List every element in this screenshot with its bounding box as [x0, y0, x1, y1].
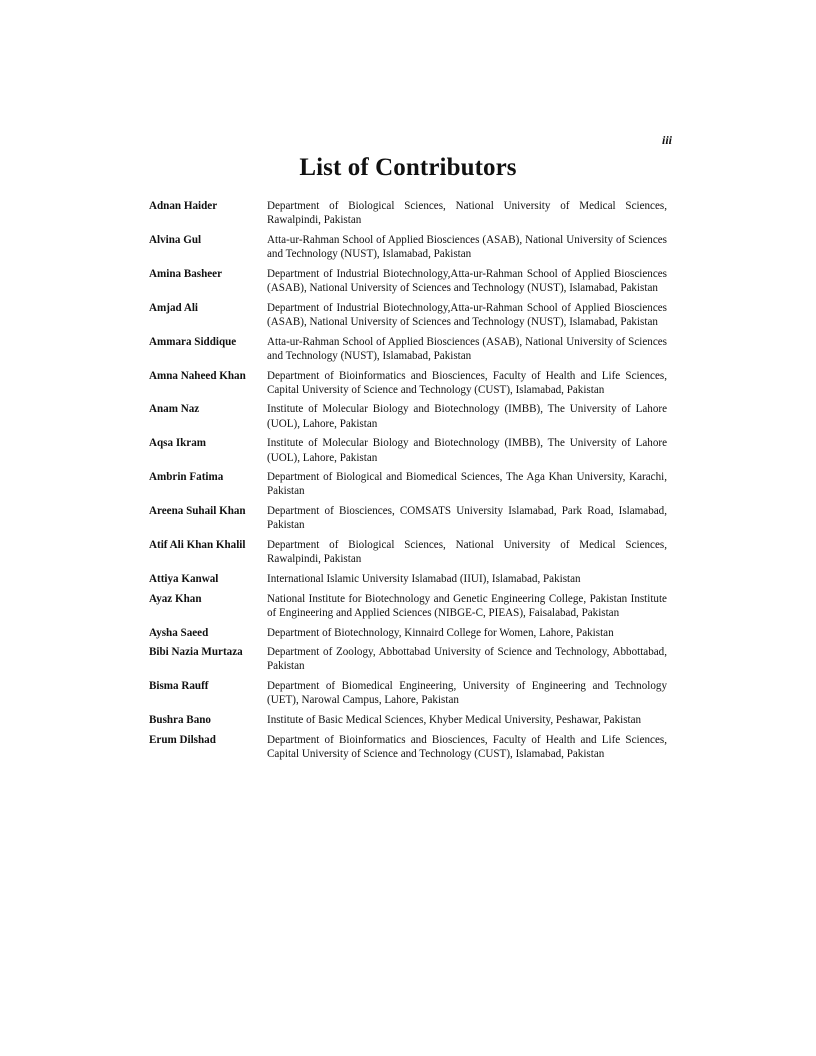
contributor-entry	[149, 626, 667, 640]
contributor-entry	[149, 233, 667, 261]
contributor-affiliation: Institute of Basic Medical Sciences, Khyber Medical University, Peshawar, Pakistan	[267, 714, 642, 727]
page-number: iii	[661, 133, 672, 147]
contributor-entry	[149, 713, 667, 727]
contributor-name: Aqsa Ikram	[149, 437, 207, 450]
contributor-name: Bibi Nazia Murtaza	[149, 646, 243, 659]
contributor-affiliation: National Institute for Biotechnology and Genetic Engineering College, Pakistan Institute of Engineering and Applied Sciences (NIBGE-C, PIEAS), Faisalabad, Pakistan	[267, 592, 667, 619]
contributor-entry	[149, 504, 667, 532]
contributor-name: Ammara Siddique	[149, 335, 237, 348]
page-title: List of Contributors	[299, 154, 517, 181]
contributor-affiliation: Department of Biological Sciences, National University of Medical Sciences, Rawalpindi, Pakistan	[267, 200, 667, 227]
contributor-entry	[149, 267, 667, 295]
contributor-affiliation: Department of Zoology, Abbottabad University of Science and Technology, Abbottabad, Pakistan	[267, 646, 667, 673]
contributor-affiliation: Department of Biological Sciences, National University of Medical Sciences, Rawalpindi, Pakistan	[267, 539, 667, 566]
contributor-affiliation: Institute of Molecular Biology and Biotechnology (IMBB), The University of Lahore (UOL), Lahore, Pakistan	[267, 403, 667, 430]
contributor-name: Areena Suhail Khan	[149, 505, 246, 518]
contributor-name: Alvina Gul	[149, 233, 202, 246]
contributor-affiliation: Department of Biotechnology, Kinnaird College for Women, Lahore, Pakistan	[267, 626, 614, 639]
contributor-entry	[149, 335, 667, 363]
contributor-name: Atif Ali Khan Khalil	[149, 539, 246, 552]
contributor-name: Ambrin Fatima	[149, 471, 224, 484]
contributor-affiliation: Atta-ur-Rahman School of Applied Biosciences (ASAB), National University of Sciences and Technology (NUST), Islamabad, Pakistan	[267, 233, 667, 261]
contributor-entry	[149, 572, 667, 586]
contributor-name: Anam Naz	[149, 403, 200, 416]
contributor-list	[149, 199, 667, 767]
contributor-affiliation: Department of Biosciences, COMSATS University Islamabad, Park Road, Islamabad, Pakistan	[267, 505, 667, 532]
contributor-entry	[149, 592, 667, 620]
contributor-name: Amna Naheed Khan	[149, 369, 246, 382]
contributor-name: Aysha Saeed	[149, 626, 209, 639]
contributor-entry	[149, 402, 667, 430]
contributor-name: Erum Dilshad	[149, 733, 216, 746]
contributor-name: Bisma Rauff	[149, 680, 209, 693]
contributor-entry	[149, 645, 667, 673]
contributor-affiliation: Department of Industrial Biotechnology,Atta-ur-Rahman School of Applied Biosciences (ASAB), National University of Sciences and Technology (NUST), Islamabad, Pakistan	[267, 267, 667, 295]
contributor-name: Amjad Ali	[149, 301, 199, 314]
contributor-entry	[149, 679, 667, 707]
contributor-name: Bushra Bano	[149, 714, 211, 727]
contributor-entry	[149, 538, 667, 566]
contributor-entry	[149, 470, 667, 498]
contributor-affiliation: Department of Biological and Biomedical Sciences, The Aga Khan University, Karachi, Pakistan	[267, 471, 667, 498]
contributor-affiliation: Department of Biomedical Engineering, University of Engineering and Technology (UET), Narowal Campus, Lahore, Pakistan	[267, 680, 667, 707]
contributor-name: Adnan Haider	[149, 200, 218, 212]
contributor-entry	[149, 301, 667, 329]
contributor-affiliation: International Islamic University Islamabad (IIUI), Islamabad, Pakistan	[267, 572, 581, 585]
contributor-affiliation: Department of Industrial Biotechnology,Atta-ur-Rahman School of Applied Biosciences (ASAB), National University of Sciences and Technology (NUST), Islamabad, Pakistan	[267, 301, 667, 328]
contributor-name: Attiya Kanwal	[149, 572, 219, 585]
contributor-entry	[149, 436, 667, 464]
contributor-name: Amina Basheer	[149, 267, 223, 280]
contributor-affiliation: Atta-ur-Rahman School of Applied Biosciences (ASAB), National University of Sciences and Technology (NUST), Islamabad, Pakistan	[267, 335, 667, 362]
contributor-entry	[149, 369, 667, 397]
contributor-affiliation: Department of Bioinformatics and Biosciences, Faculty of Health and Life Sciences, Capital University of Science and Technology (CUST), Islamabad, Pakistan	[267, 369, 667, 396]
contributor-entry	[149, 199, 667, 227]
contributor-affiliation: Institute of Molecular Biology and Biotechnology (IMBB), The University of Lahore (UOL), Lahore, Pakistan	[267, 437, 667, 464]
contributor-affiliation: Department of Bioinformatics and Biosciences, Faculty of Health and Life Sciences, Capital University of Science and Technology (CUST), Islamabad, Pakistan	[267, 733, 667, 760]
contributor-entry	[149, 733, 667, 761]
contributor-name: Ayaz Khan	[149, 592, 202, 605]
